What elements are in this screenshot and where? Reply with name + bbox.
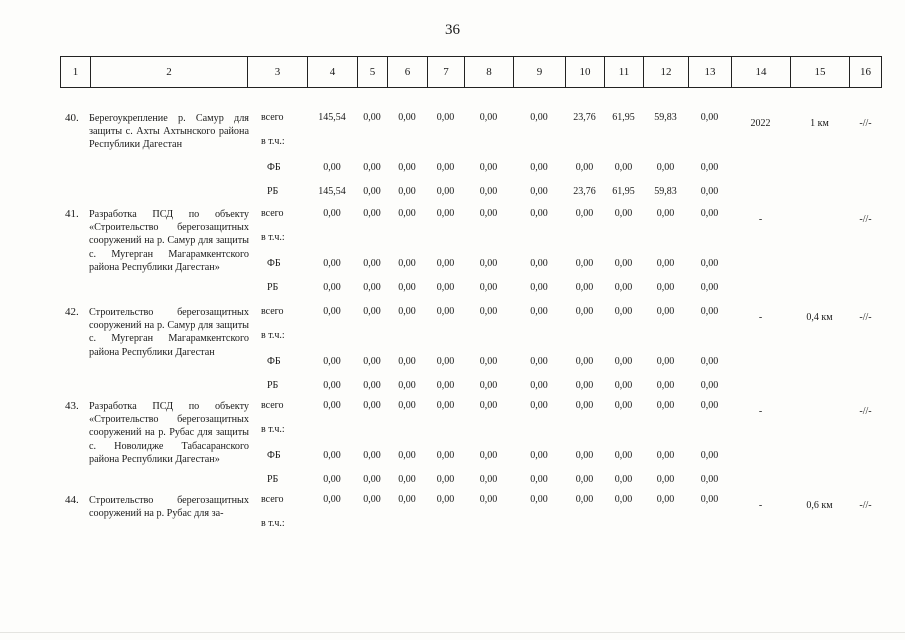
header-col-16: 16 — [849, 57, 882, 87]
value-cell: 0,00 — [363, 208, 381, 219]
value-cell: 0,00 — [363, 380, 381, 391]
value-cell: 0,00 — [363, 306, 381, 317]
entry-col15: 1 км — [810, 118, 829, 129]
value-cell: 0,00 — [700, 306, 719, 317]
entry-col14: - — [758, 406, 763, 417]
value-cell: 0,00 — [398, 450, 416, 461]
row-label: РБ — [267, 186, 279, 197]
row-label: РБ — [267, 282, 279, 293]
header-col-12: 12 — [643, 57, 688, 87]
row-label: всего — [261, 494, 284, 505]
value-cell: 0,00 — [530, 400, 548, 411]
entry-col14: - — [758, 500, 763, 511]
value-cell: 0,00 — [614, 162, 633, 173]
entry-col16: -//- — [859, 118, 872, 129]
header-col-11: 11 — [604, 57, 643, 87]
value-cell: 0,00 — [700, 258, 719, 269]
value-cell: 0,00 — [700, 380, 719, 391]
value-cell: 0,00 — [323, 282, 341, 293]
row-label: в т.ч.: — [261, 136, 285, 147]
value-cell: 0,00 — [363, 186, 381, 197]
value-cell: 0,00 — [479, 162, 498, 173]
value-cell: 0,00 — [530, 380, 548, 391]
value-cell: 0,00 — [614, 306, 633, 317]
value-cell: 0,00 — [398, 380, 416, 391]
value-cell: 0,00 — [436, 450, 455, 461]
value-cell: 0,00 — [530, 112, 548, 123]
value-cell: 0,00 — [398, 282, 416, 293]
row-label: в т.ч.: — [261, 330, 285, 341]
header-col-3: 3 — [247, 57, 307, 87]
value-cell: 0,00 — [363, 282, 381, 293]
header-col-6: 6 — [387, 57, 427, 87]
value-cell: 0,00 — [656, 400, 675, 411]
header-col-9: 9 — [513, 57, 565, 87]
value-cell: 0,00 — [323, 474, 341, 485]
value-cell: 0,00 — [700, 282, 719, 293]
entry-col16: -//- — [859, 214, 872, 225]
value-cell: 0,00 — [700, 474, 719, 485]
value-cell: 0,00 — [656, 258, 675, 269]
value-cell: 0,00 — [575, 474, 594, 485]
header-col-8: 8 — [464, 57, 513, 87]
value-cell: 0,00 — [436, 282, 455, 293]
value-cell: 0,00 — [479, 208, 498, 219]
value-cell: 0,00 — [436, 494, 455, 505]
value-cell: 0,00 — [614, 258, 633, 269]
value-cell: 0,00 — [323, 356, 341, 367]
value-cell: 145,54 — [318, 186, 346, 197]
value-cell: 0,00 — [436, 400, 455, 411]
value-cell: 23,76 — [573, 186, 596, 197]
entry-title: Берегоукрепление р. Самур для защиты с. Ахты Ахтынского района Республики Дагестан — [89, 113, 249, 151]
value-cell: 0,00 — [530, 306, 548, 317]
value-cell: 59,83 — [654, 186, 677, 197]
value-cell: 0,00 — [530, 162, 548, 173]
value-cell: 0,00 — [398, 494, 416, 505]
entry-col14: 2022 — [750, 118, 771, 129]
value-cell: 0,00 — [398, 356, 416, 367]
value-cell: 0,00 — [614, 474, 633, 485]
header-col-4: 4 — [307, 57, 357, 87]
value-cell: 0,00 — [323, 306, 341, 317]
value-cell: 0,00 — [575, 380, 594, 391]
value-cell: 0,00 — [656, 208, 675, 219]
value-cell: 0,00 — [398, 474, 416, 485]
value-cell: 0,00 — [436, 474, 455, 485]
value-cell: 145,54 — [318, 112, 346, 123]
entry-number: 41. — [65, 208, 79, 220]
row-label: в т.ч.: — [261, 518, 285, 529]
value-cell: 0,00 — [700, 400, 719, 411]
page-bottom-edge — [0, 632, 905, 633]
value-cell: 0,00 — [323, 162, 341, 173]
value-cell: 0,00 — [700, 162, 719, 173]
value-cell: 0,00 — [656, 306, 675, 317]
value-cell: 0,00 — [575, 450, 594, 461]
entry-title: Разработка ПСД по объекту «Строительство берегозащитных сооружений на р. Самур для защиты с. Мугерган Магарамкентского района Республики Дагестан» — [89, 209, 249, 273]
value-cell: 0,00 — [479, 258, 498, 269]
row-label: ФБ — [267, 258, 281, 269]
value-cell: 0,00 — [398, 162, 416, 173]
header-col-10: 10 — [565, 57, 604, 87]
value-cell: 0,00 — [479, 306, 498, 317]
value-cell: 0,00 — [363, 400, 381, 411]
value-cell: 61,95 — [612, 186, 635, 197]
header-col-14: 14 — [731, 57, 790, 87]
entry-col14: - — [758, 214, 763, 225]
value-cell: 0,00 — [614, 494, 633, 505]
value-cell: 0,00 — [323, 258, 341, 269]
value-cell: 0,00 — [575, 356, 594, 367]
header-col-2: 2 — [90, 57, 247, 87]
row-label: в т.ч.: — [261, 424, 285, 435]
row-label: всего — [261, 208, 284, 219]
value-cell: 0,00 — [398, 186, 416, 197]
value-cell: 0,00 — [530, 474, 548, 485]
row-label: ФБ — [267, 356, 281, 367]
page-number: 36 — [445, 22, 460, 38]
value-cell: 0,00 — [363, 450, 381, 461]
value-cell: 0,00 — [398, 306, 416, 317]
value-cell: 0,00 — [398, 400, 416, 411]
table-header — [60, 56, 882, 88]
value-cell: 0,00 — [700, 356, 719, 367]
value-cell: 0,00 — [575, 258, 594, 269]
entry-number: 42. — [65, 306, 79, 318]
value-cell: 0,00 — [323, 380, 341, 391]
value-cell: 0,00 — [700, 112, 719, 123]
value-cell: 0,00 — [479, 400, 498, 411]
row-label: всего — [261, 112, 284, 123]
entry-number: 40. — [65, 112, 79, 124]
value-cell: 0,00 — [479, 450, 498, 461]
value-cell: 0,00 — [363, 258, 381, 269]
value-cell: 0,00 — [575, 282, 594, 293]
value-cell: 0,00 — [363, 162, 381, 173]
entry-title: Разработка ПСД по объекту «Строительство берегозащитных сооружений на р. Рубас для защиты с. Новолидже Табасаранского района Республики Дагестан» — [89, 401, 249, 465]
value-cell: 0,00 — [323, 400, 341, 411]
value-cell: 0,00 — [656, 474, 675, 485]
value-cell: 0,00 — [436, 306, 455, 317]
header-col-1: 1 — [60, 57, 90, 87]
value-cell: 0,00 — [479, 112, 498, 123]
value-cell: 0,00 — [479, 380, 498, 391]
value-cell: 0,00 — [436, 356, 455, 367]
value-cell: 0,00 — [530, 208, 548, 219]
value-cell: 0,00 — [656, 450, 675, 461]
value-cell: 0,00 — [700, 186, 719, 197]
entry-number: 44. — [65, 494, 79, 506]
value-cell: 0,00 — [614, 450, 633, 461]
value-cell: 61,95 — [612, 112, 635, 123]
row-label: всего — [261, 306, 284, 317]
value-cell: 0,00 — [614, 208, 633, 219]
value-cell: 0,00 — [479, 474, 498, 485]
value-cell: 0,00 — [656, 380, 675, 391]
header-col-15: 15 — [790, 57, 849, 87]
value-cell: 0,00 — [398, 208, 416, 219]
value-cell: 0,00 — [436, 380, 455, 391]
entry-number: 43. — [65, 400, 79, 412]
value-cell: 0,00 — [479, 356, 498, 367]
value-cell: 0,00 — [530, 356, 548, 367]
value-cell: 0,00 — [530, 186, 548, 197]
value-cell: 0,00 — [656, 356, 675, 367]
value-cell: 0,00 — [479, 186, 498, 197]
value-cell: 0,00 — [436, 162, 455, 173]
row-label: ФБ — [267, 162, 281, 173]
entry-col16: -//- — [859, 406, 872, 417]
value-cell: 0,00 — [656, 282, 675, 293]
entry-title: Строительство берегозащитных сооружений на р. Рубас для за- — [89, 495, 249, 520]
value-cell: 59,83 — [654, 112, 677, 123]
entry-col15: 0,4 км — [806, 312, 833, 323]
entry-col16: -//- — [859, 312, 872, 323]
entry-title: Строительство берегозащитных сооружений на р. Самур для защиты с. Мугерган Магарамкентского района Республики Дагестан — [89, 307, 249, 358]
value-cell: 0,00 — [614, 380, 633, 391]
value-cell: 0,00 — [614, 400, 633, 411]
value-cell: 0,00 — [575, 306, 594, 317]
value-cell: 0,00 — [436, 258, 455, 269]
row-label: РБ — [267, 380, 279, 391]
entry-col15: 0,6 км — [806, 500, 833, 511]
entry-col14: - — [758, 312, 763, 323]
value-cell: 0,00 — [436, 112, 455, 123]
value-cell: 0,00 — [700, 450, 719, 461]
row-label: ФБ — [267, 450, 281, 461]
row-label: всего — [261, 400, 284, 411]
header-col-7: 7 — [427, 57, 464, 87]
value-cell: 0,00 — [363, 474, 381, 485]
value-cell: 0,00 — [575, 208, 594, 219]
row-label: РБ — [267, 474, 279, 485]
value-cell: 0,00 — [575, 162, 594, 173]
header-col-5: 5 — [357, 57, 387, 87]
header-col-13: 13 — [688, 57, 731, 87]
value-cell: 0,00 — [479, 282, 498, 293]
value-cell: 0,00 — [614, 282, 633, 293]
value-cell: 0,00 — [530, 282, 548, 293]
value-cell: 0,00 — [530, 258, 548, 269]
value-cell: 0,00 — [530, 450, 548, 461]
value-cell: 0,00 — [323, 494, 341, 505]
entry-col16: -//- — [859, 500, 872, 511]
value-cell: 0,00 — [398, 258, 416, 269]
value-cell: 23,76 — [573, 112, 596, 123]
value-cell: 0,00 — [656, 162, 675, 173]
row-label: в т.ч.: — [261, 232, 285, 243]
value-cell: 0,00 — [530, 494, 548, 505]
value-cell: 0,00 — [363, 494, 381, 505]
value-cell: 0,00 — [363, 356, 381, 367]
value-cell: 0,00 — [575, 400, 594, 411]
value-cell: 0,00 — [700, 208, 719, 219]
value-cell: 0,00 — [436, 186, 455, 197]
value-cell: 0,00 — [363, 112, 381, 123]
value-cell: 0,00 — [479, 494, 498, 505]
value-cell: 0,00 — [436, 208, 455, 219]
value-cell: 0,00 — [575, 494, 594, 505]
value-cell: 0,00 — [323, 208, 341, 219]
value-cell: 0,00 — [398, 112, 416, 123]
value-cell: 0,00 — [656, 494, 675, 505]
value-cell: 0,00 — [614, 356, 633, 367]
value-cell: 0,00 — [323, 450, 341, 461]
value-cell: 0,00 — [700, 494, 719, 505]
